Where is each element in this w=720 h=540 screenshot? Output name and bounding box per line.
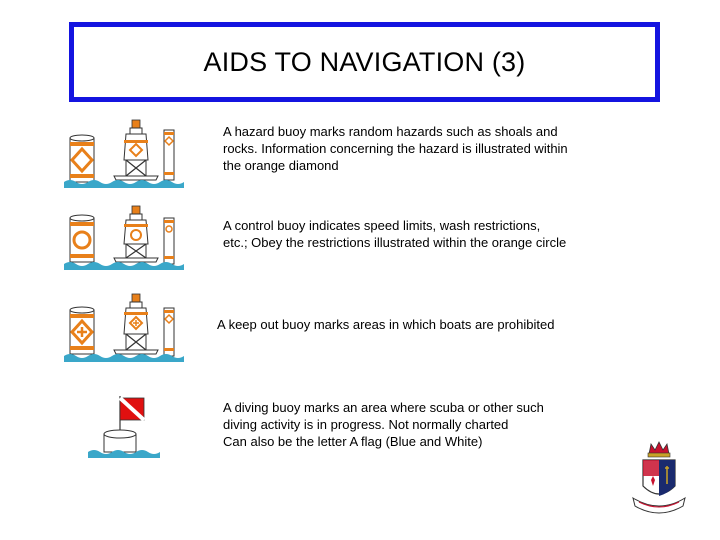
control-buoy-description: A control buoy indicates speed limits, wash restrictions, etc.; Obey the restrictions illustrated within the orange circle [223, 218, 567, 250]
diving-buoy-illustration [86, 394, 166, 466]
title-box [69, 22, 660, 102]
diving-buoy-description: A diving buoy marks an area where scuba or other such diving activity is in progress. Not normally charted Can also be the letter A flag (Blue and White) [223, 400, 544, 449]
keep-out-buoy-description: A keep out buoy marks areas in which boats are prohibited [217, 317, 555, 332]
keep-out-buoys-illustration [64, 292, 189, 367]
page-title: AIDS TO NAVIGATION (3) [203, 46, 526, 77]
coast-guard-auxiliary-crest-icon [625, 440, 693, 525]
hazard-buoys-illustration [64, 116, 189, 191]
hazard-buoy-description: A hazard buoy marks random hazards such as shoals and rocks. Information concerning the hazard is illustrated within the orange diamond [223, 124, 568, 173]
control-buoys-illustration [64, 204, 189, 274]
